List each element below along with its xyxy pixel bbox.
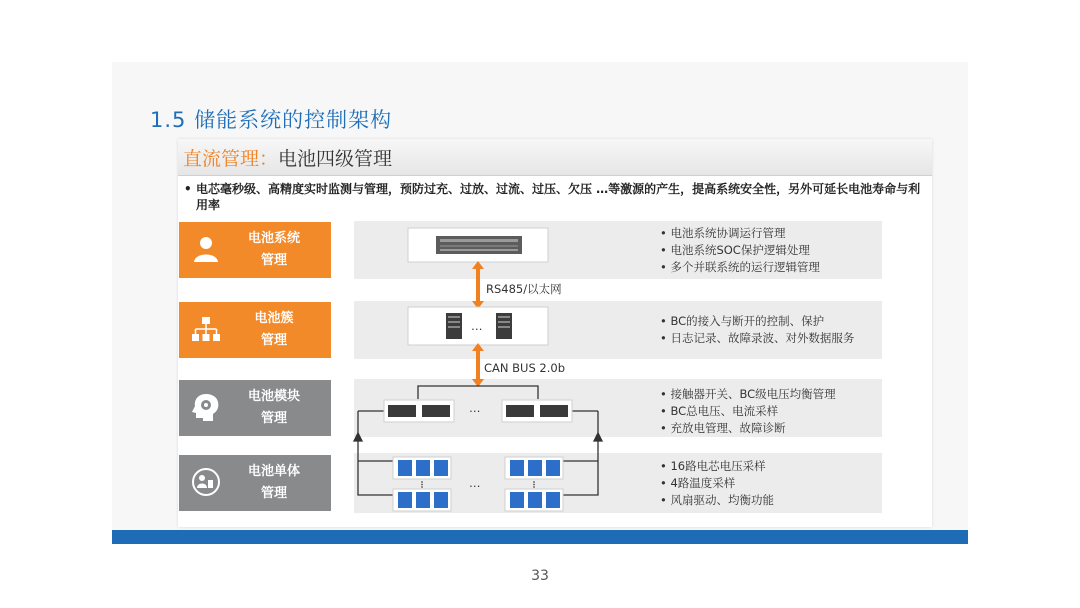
canbus-label: CAN BUS 2.0b: [484, 361, 566, 375]
cell-bullets: [660, 458, 930, 509]
battery-cells-left-bottom: [393, 489, 451, 511]
bullet-item: • 4路温度采样: [660, 476, 736, 490]
tier-label-line1: 电池簇: [254, 311, 294, 326]
slide-title: 1.5 储能系统的控制架构: [150, 108, 393, 132]
module-bullets: [660, 386, 930, 437]
battery-cells-right-top: [505, 457, 563, 479]
battery-module-group-right: [502, 400, 572, 422]
cluster-ellipsis: …: [471, 319, 483, 333]
rs485-label: RS485/以太网: [486, 282, 562, 296]
tier-label-line1: 电池系统: [247, 231, 300, 246]
intro-text: 电芯毫秒级、高精度实时监测与管理，预防过充、过放、过流、过压、欠压 …等激源的产生，提高系统安全性，另外可延长电池寿命与利用率: [196, 182, 921, 212]
battery-module-group-left: [384, 400, 454, 422]
rs485-link-arrow: [472, 261, 484, 309]
tier-label-line2: 管理: [260, 333, 287, 348]
bullet-item: • 接触器开关、BC级电压均衡管理: [660, 387, 836, 401]
intro-bullet: •: [184, 182, 192, 196]
canbus-link-arrow: [472, 343, 484, 387]
bullet-item: • 电池系统协调运行管理: [660, 226, 786, 240]
architecture-panel: [178, 139, 932, 527]
cell-ellipsis: …: [469, 476, 481, 490]
tier-label-line1: 电池模块: [247, 389, 300, 404]
tier-label-line2: 管理: [260, 253, 287, 268]
bullet-item: • 多个并联系统的运行逻辑管理: [660, 260, 820, 274]
bullet-item: • 充放电管理、故障诊断: [660, 421, 786, 435]
battery-cells-right-bottom: [505, 489, 563, 511]
module-ellipsis: …: [469, 401, 481, 415]
bullet-item: • 16路电芯电压采样: [660, 459, 766, 473]
page-number: 33: [531, 568, 549, 584]
cluster-bullets: [660, 313, 930, 347]
bullet-item: • BC总电压、电流采样: [660, 404, 779, 418]
tier-label-line2: 管理: [260, 411, 287, 426]
system-bullets: [660, 225, 930, 276]
tier-label-line2: 管理: [260, 486, 287, 501]
bullet-item: • 风扇驱动、均衡功能: [660, 493, 774, 507]
server-rack-icon: [408, 228, 548, 262]
bullet-item: • BC的接入与断开的控制、保护: [660, 314, 825, 328]
panel-title-main: 电池四级管理: [278, 148, 393, 170]
footer-bar: [112, 530, 968, 544]
bullet-item: • 日志记录、故障录波、对外数据服务: [660, 331, 855, 345]
panel-title-prefix: 直流管理：: [183, 148, 279, 170]
tier-label-line1: 电池单体: [247, 464, 300, 479]
bullet-item: • 电池系统SOC保护逻辑处理: [660, 243, 810, 257]
battery-cells-left-top: [393, 457, 451, 479]
